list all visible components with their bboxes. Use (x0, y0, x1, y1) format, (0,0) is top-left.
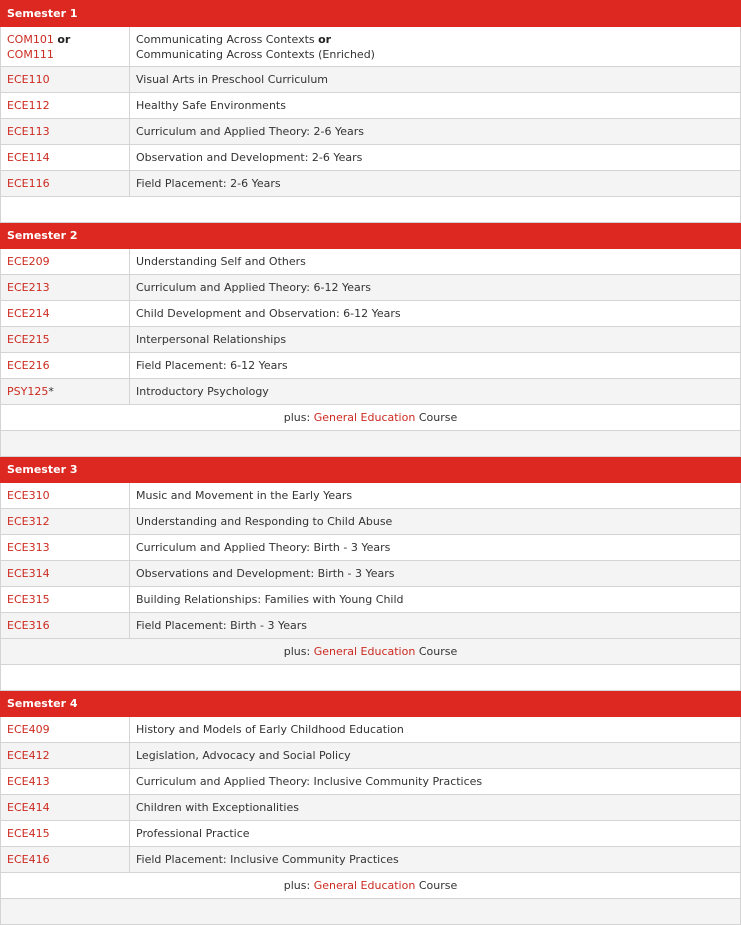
table-row (1, 119, 741, 145)
plus-prefix: plus: (283, 645, 311, 658)
semester-header (1, 457, 741, 483)
semester-title: Semester 1 (1, 1, 741, 27)
course-code-link[interactable]: ECE316 (7, 619, 50, 632)
table-row (1, 67, 741, 93)
course-code-link[interactable]: ECE312 (7, 515, 50, 528)
table-row (1, 353, 741, 379)
table-row (1, 249, 741, 275)
table-row (1, 483, 741, 509)
plus-elective-row (1, 405, 741, 431)
table-row (1, 327, 741, 353)
table-row (1, 847, 741, 873)
plus-suffix: Course (418, 411, 458, 424)
course-code-link[interactable]: ECE310 (7, 489, 50, 502)
course-name: Professional Practice (130, 821, 741, 847)
table-row (1, 769, 741, 795)
course-name: Observations and Development: Birth - 3 Years (130, 561, 741, 587)
table-row (1, 561, 741, 587)
course-name: History and Models of Early Childhood Education (130, 717, 741, 743)
semester-header (1, 223, 741, 249)
course-name: Music and Movement in the Early Years (130, 483, 741, 509)
table-row (1, 821, 741, 847)
course-code-link[interactable]: ECE112 (7, 99, 50, 112)
course-code-link[interactable]: ECE416 (7, 853, 50, 866)
section-spacer (1, 899, 741, 925)
course-name: Curriculum and Applied Theory: Inclusive Community Practices (130, 769, 741, 795)
course-code-link[interactable]: ECE412 (7, 749, 50, 762)
course-code-link[interactable]: ECE214 (7, 307, 50, 320)
course-code-link[interactable]: ECE413 (7, 775, 50, 788)
course-code-cell (1, 27, 130, 67)
course-name: Communicating Across Contexts (Enriched) (136, 47, 375, 61)
plus-suffix: Course (418, 645, 458, 658)
table-row (1, 613, 741, 639)
course-name-cell (130, 27, 741, 67)
general-education-link[interactable]: General Education (313, 645, 416, 658)
course-name: Field Placement: Birth - 3 Years (130, 613, 741, 639)
course-code-link[interactable]: ECE116 (7, 177, 50, 190)
course-name: Understanding and Responding to Child Abuse (130, 509, 741, 535)
table-row (1, 587, 741, 613)
course-code-link[interactable]: ECE409 (7, 723, 50, 736)
plus-elective-row (1, 639, 741, 665)
table-row (1, 145, 741, 171)
section-spacer (1, 665, 741, 691)
course-code-link[interactable]: ECE414 (7, 801, 50, 814)
semester-title: Semester 2 (1, 223, 741, 249)
table-row (1, 379, 741, 405)
course-name: Observation and Development: 2-6 Years (130, 145, 741, 171)
course-code-link[interactable]: PSY125 (7, 385, 49, 398)
table-row (1, 535, 741, 561)
section-spacer (1, 197, 741, 223)
section-spacer (1, 431, 741, 457)
course-code-link[interactable]: ECE315 (7, 593, 50, 606)
course-name: Child Development and Observation: 6-12 Years (130, 301, 741, 327)
course-name: Healthy Safe Environments (130, 93, 741, 119)
plus-elective-row (1, 873, 741, 899)
course-name: Visual Arts in Preschool Curriculum (130, 67, 741, 93)
table-row (1, 301, 741, 327)
semester-header (1, 1, 741, 27)
course-name: Communicating Across Contexts (136, 32, 315, 46)
course-code-link[interactable]: ECE213 (7, 281, 50, 294)
table-row (1, 795, 741, 821)
course-code-link[interactable]: ECE216 (7, 359, 50, 372)
course-code-link[interactable]: ECE113 (7, 125, 50, 138)
table-row (1, 93, 741, 119)
semester-title: Semester 4 (1, 691, 741, 717)
table-row (1, 743, 741, 769)
course-name: Building Relationships: Families with Young Child (130, 587, 741, 613)
table-row (1, 171, 741, 197)
course-name: Legislation, Advocacy and Social Policy (130, 743, 741, 769)
course-name: Field Placement: 6-12 Years (130, 353, 741, 379)
course-name: Curriculum and Applied Theory: Birth - 3 Years (130, 535, 741, 561)
course-name: Understanding Self and Others (130, 249, 741, 275)
plus-prefix: plus: (283, 879, 311, 892)
general-education-link[interactable]: General Education (313, 879, 416, 892)
course-name: Curriculum and Applied Theory: 2-6 Years (130, 119, 741, 145)
course-code-link[interactable]: ECE415 (7, 827, 50, 840)
course-name: Field Placement: Inclusive Community Practices (130, 847, 741, 873)
table-row (1, 275, 741, 301)
general-education-link[interactable]: General Education (313, 411, 416, 424)
plus-suffix: Course (418, 879, 458, 892)
table-row (1, 509, 741, 535)
semester-header (1, 691, 741, 717)
footnote-marker: * (48, 385, 54, 398)
plus-prefix: plus: (283, 411, 311, 424)
or-label: or (318, 32, 332, 46)
table-row (1, 717, 741, 743)
course-name: Introductory Psychology (130, 379, 741, 405)
semester-title: Semester 3 (1, 457, 741, 483)
course-code-link[interactable]: COM101 (7, 32, 54, 46)
course-code-link[interactable]: ECE314 (7, 567, 50, 580)
course-name: Interpersonal Relationships (130, 327, 741, 353)
course-code-link[interactable]: ECE114 (7, 151, 50, 164)
course-code-link[interactable]: ECE110 (7, 73, 50, 86)
or-label: or (57, 32, 71, 46)
course-name: Children with Exceptionalities (130, 795, 741, 821)
table-row (1, 27, 741, 67)
course-name: Field Placement: 2-6 Years (130, 171, 741, 197)
course-name: Curriculum and Applied Theory: 6-12 Years (130, 275, 741, 301)
course-code-link[interactable]: ECE209 (7, 255, 50, 268)
course-code-link[interactable]: ECE313 (7, 541, 50, 554)
course-code-link[interactable]: COM111 (7, 47, 54, 61)
course-code-link[interactable]: ECE215 (7, 333, 50, 346)
